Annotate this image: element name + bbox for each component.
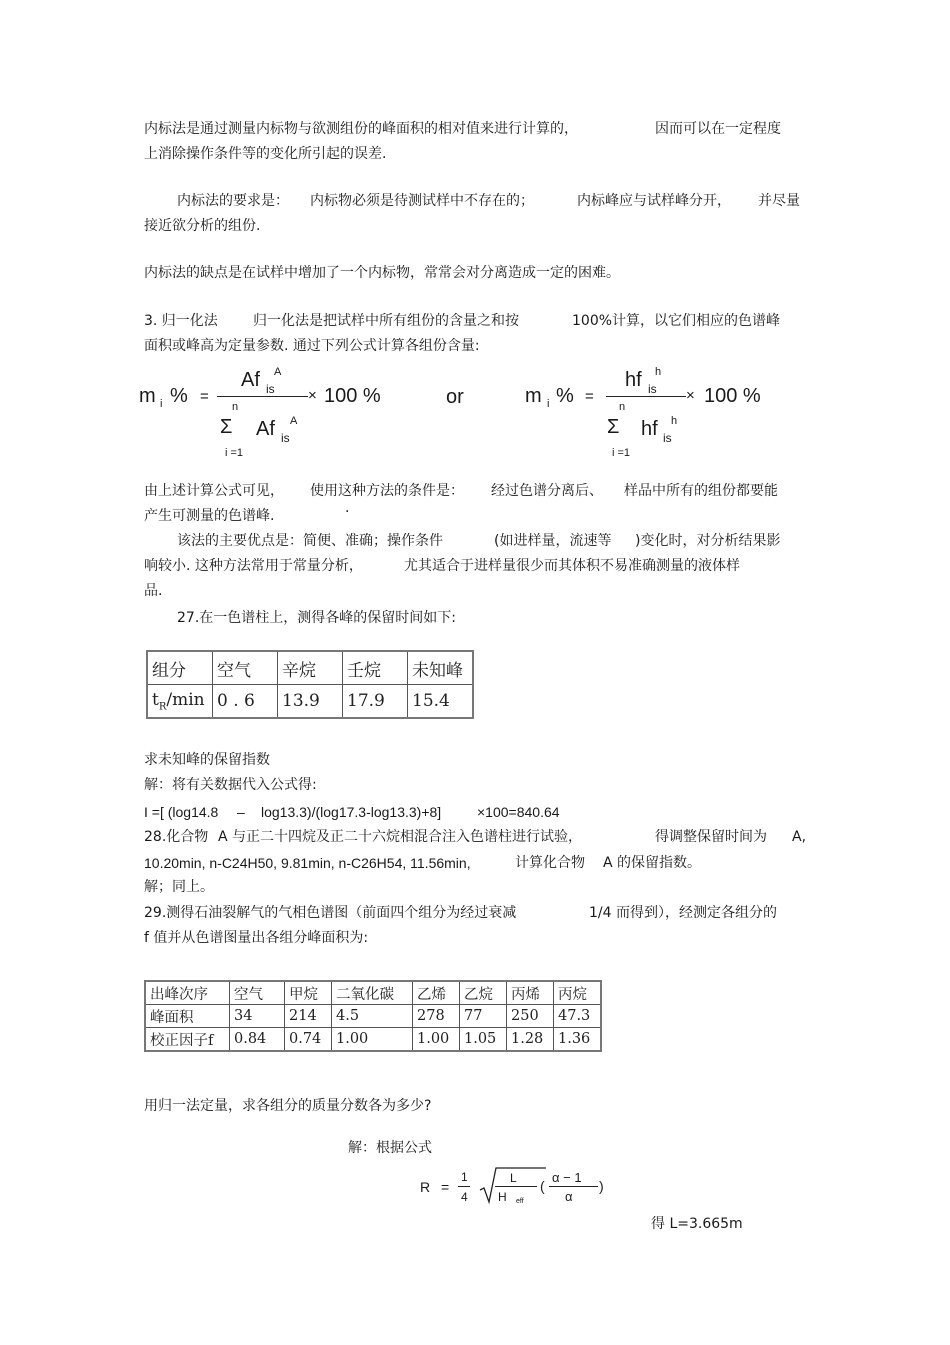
table-cell: 1.05 bbox=[460, 1028, 507, 1052]
f1-numerator: Af bbox=[241, 369, 260, 391]
f1-sum-index: i =1 bbox=[225, 447, 244, 459]
f1-num-sup: A bbox=[274, 366, 282, 378]
question-28-c: 得调整保留时间为 bbox=[655, 829, 767, 845]
f2-percent: % bbox=[556, 385, 574, 407]
solution-27-formula-c: log13.3)/(log17.3-log13.3)+8] bbox=[261, 804, 442, 820]
f2-den-sup: h bbox=[671, 415, 678, 427]
table-cell: 34 bbox=[230, 1005, 285, 1028]
f1-num-sub: is bbox=[266, 382, 275, 396]
f1-percent: % bbox=[170, 385, 188, 407]
rf-quarter-bar bbox=[458, 1186, 470, 1187]
rf-quarter-den: 4 bbox=[461, 1190, 468, 1204]
f1-times: × bbox=[308, 387, 317, 404]
conditions-a: 由上述计算公式可见， bbox=[144, 483, 284, 499]
table-row bbox=[147, 651, 473, 685]
f2-m: m bbox=[525, 385, 542, 407]
f2-sum-n: n bbox=[619, 401, 626, 413]
table-cell: 1.36 bbox=[554, 1028, 602, 1052]
final-result: 得 L=3.665m bbox=[651, 1216, 743, 1232]
advantages-line-3: 品. bbox=[144, 583, 163, 599]
table-cell: 4.5 bbox=[332, 1005, 413, 1028]
rf-alpha-bar bbox=[549, 1186, 598, 1187]
table-cell: 丙烷 bbox=[554, 981, 602, 1005]
normalization-text-a: 归一化法是把试样中所有组份的含量之和按 bbox=[253, 313, 519, 329]
table-cell: 47.3 bbox=[554, 1005, 602, 1028]
conditions-d: 样品中所有的组份都要能 bbox=[624, 483, 778, 499]
row-label-t: t bbox=[152, 689, 159, 710]
table-cell: 0.74 bbox=[285, 1028, 332, 1052]
f1-sigma: Σ bbox=[220, 416, 233, 438]
row-label-unit: /min bbox=[166, 689, 205, 710]
solution-28: 解；同上。 bbox=[144, 879, 214, 895]
solution-27-formula-a: I =[ (log14.8 bbox=[144, 804, 219, 820]
f2-sigma: Σ bbox=[607, 416, 620, 438]
f1-den-sup: A bbox=[290, 415, 298, 427]
conditions-b: 使用这种方法的条件是： bbox=[310, 483, 464, 499]
f1-m: m bbox=[139, 385, 156, 407]
requirement-line-2: 接近欲分析的组份. bbox=[144, 218, 261, 234]
rf-eff: eff bbox=[516, 1198, 524, 1205]
rf-alpha-den: α bbox=[565, 1189, 573, 1204]
drawback-paragraph: 内标法的缺点是在试样中增加了一个内标物，常常会对分离造成一定的困难。 bbox=[144, 265, 620, 281]
table-cell: 214 bbox=[285, 1005, 332, 1028]
rf-L: L bbox=[510, 1171, 517, 1185]
question-27-ask: 求未知峰的保留指数 bbox=[144, 752, 270, 768]
f2-hundred: 100 % bbox=[704, 385, 761, 407]
f2-times: × bbox=[686, 387, 695, 404]
requirement-c: 内标峰应与试样峰分开， bbox=[577, 193, 731, 209]
table-cell: 二氧化碳 bbox=[332, 981, 413, 1005]
table-cell: 77 bbox=[460, 1005, 507, 1028]
table-cell: 0 . 6 bbox=[213, 685, 278, 719]
f1-sum-n: n bbox=[232, 401, 239, 413]
rf-R: R bbox=[420, 1179, 431, 1195]
solution-27-intro: 解：将有关数据代入公式得: bbox=[144, 777, 317, 793]
question-28-d: A, bbox=[792, 829, 807, 845]
table-cell: 组分 bbox=[147, 651, 213, 685]
rf-alpha-num: α − 1 bbox=[552, 1170, 582, 1185]
f2-fraction-bar bbox=[606, 396, 686, 397]
table-cell: 空气 bbox=[213, 651, 278, 685]
f1-hundred: 100 % bbox=[324, 385, 381, 407]
normalization-text-b: 100%计算，以它们相应的色谱峰 bbox=[572, 313, 781, 329]
table-cell: 乙烷 bbox=[460, 981, 507, 1005]
table-cell: 丙烯 bbox=[507, 981, 554, 1005]
advantages-c: )变化时，对分析结果影 bbox=[635, 533, 781, 549]
table-cell: 278 bbox=[413, 1005, 460, 1028]
table-row bbox=[145, 981, 601, 1005]
normalization-line-2: 面积或峰高为定量参数. 通过下列公式计算各组份含量: bbox=[144, 338, 480, 354]
question-29-b: 1/4 而得到），经测定各组分的 bbox=[589, 905, 777, 921]
table-cell bbox=[147, 685, 213, 719]
final-solution-intro: 解：根据公式 bbox=[348, 1140, 432, 1156]
table-cell: 空气 bbox=[230, 981, 285, 1005]
intro-line-1: 内标法是通过测量内标物与欲测组份的峰面积的相对值来进行计算的， bbox=[144, 121, 578, 137]
advantages-b: (如进样量，流速等 bbox=[494, 533, 612, 549]
table-cell: 1.28 bbox=[507, 1028, 554, 1052]
table-cell: 辛烷 bbox=[278, 651, 343, 685]
final-question: 用归一法定量，求各组分的质量分数各为多少? bbox=[144, 1098, 432, 1114]
table-row bbox=[147, 685, 473, 719]
f2-i: i bbox=[547, 398, 550, 410]
table-cell: 0.84 bbox=[230, 1028, 285, 1052]
question-27: 27.在一色谱柱上，测得各峰的保留时间如下: bbox=[177, 610, 456, 626]
f1-equals: = bbox=[200, 388, 209, 405]
table-row bbox=[145, 1028, 601, 1052]
table-cell: 甲烷 bbox=[285, 981, 332, 1005]
rf-H: H bbox=[498, 1190, 507, 1204]
question-29-line-2: f 值并从色谱图量出各组分峰面积为: bbox=[144, 930, 369, 946]
table-row bbox=[145, 1005, 601, 1028]
advantages-line-2a: 响较小. 这种方法常用于常量分析， bbox=[144, 558, 363, 574]
intro-line-1b: 因而可以在一定程度 bbox=[655, 121, 781, 137]
f2-equals: = bbox=[585, 388, 594, 405]
f1-i: i bbox=[160, 398, 163, 410]
table-cell: 15.4 bbox=[408, 685, 474, 719]
table-cell: 1.00 bbox=[332, 1028, 413, 1052]
conditions-line-2: 产生可测量的色谱峰. bbox=[144, 508, 275, 524]
rf-lparen: ( bbox=[540, 1178, 545, 1194]
question-28-data: 10.20min, n-C24H50, 9.81min, n-C26H54, 11.56min, bbox=[144, 855, 471, 871]
table-cell: 250 bbox=[507, 1005, 554, 1028]
rf-LH-bar bbox=[495, 1186, 537, 1187]
rf-rparen: ) bbox=[599, 1178, 604, 1194]
f2-den-sub: is bbox=[663, 431, 672, 445]
rf-quarter-num: 1 bbox=[461, 1170, 468, 1184]
peak-area-table bbox=[144, 980, 602, 1052]
f2-num-sub: is bbox=[648, 382, 657, 396]
advantages-a: 该法的主要优点是：简便、准确；操作条件 bbox=[177, 533, 443, 549]
question-29-a: 29.测得石油裂解气的气相色谱图（前面四个组分为经过衰减 bbox=[144, 905, 517, 921]
table-cell: 1.00 bbox=[413, 1028, 460, 1052]
f2-sum-index: i =1 bbox=[612, 447, 631, 459]
advantages-line-2b: 尤其适合于进样量很少而其体积不易准确测量的液体样 bbox=[404, 558, 740, 574]
requirement-a: 内标法的要求是： bbox=[177, 193, 289, 209]
conditions-c: 经过色谱分离后、 bbox=[491, 483, 603, 499]
question-28-b: A 与正二十四烷及正二十六烷相混合注入色谱柱进行试验， bbox=[218, 829, 583, 845]
requirement-d: 并尽量 bbox=[758, 193, 800, 209]
normalization-heading: 3. 归一化法 bbox=[144, 313, 218, 329]
table-cell: 出峰次序 bbox=[145, 981, 230, 1005]
f1-fraction-bar bbox=[217, 396, 308, 397]
f1-denominator: Af bbox=[256, 418, 275, 440]
f2-numerator: hf bbox=[625, 369, 642, 391]
table-cell: 峰面积 bbox=[145, 1005, 230, 1028]
or-text: or bbox=[446, 386, 464, 408]
question-28-compute-b: A 的保留指数。 bbox=[603, 855, 702, 871]
f1-den-sub: is bbox=[281, 431, 290, 445]
table-cell: 乙烯 bbox=[413, 981, 460, 1005]
table-cell: 17.9 bbox=[343, 685, 408, 719]
intro-line-2: 上消除操作条件等的变化所引起的误差. bbox=[144, 146, 387, 162]
solution-27-formula-b: – bbox=[237, 804, 245, 820]
table-cell: 校正因子f bbox=[145, 1028, 230, 1052]
f2-num-sup: h bbox=[655, 366, 662, 378]
table-cell: 未知峰 bbox=[408, 651, 474, 685]
table-cell: 13.9 bbox=[278, 685, 343, 719]
f2-denominator: hf bbox=[641, 418, 658, 440]
solution-27-formula-d: ×100=840.64 bbox=[477, 804, 560, 820]
question-28-a: 28.化合物 bbox=[144, 829, 209, 845]
table-cell: 壬烷 bbox=[343, 651, 408, 685]
row-label-sub: R bbox=[158, 701, 167, 713]
requirement-b: 内标物必须是待测试样中不存在的； bbox=[310, 193, 534, 209]
rf-equals: = bbox=[441, 1179, 450, 1195]
question-28-compute: 计算化合物 bbox=[515, 855, 585, 871]
retention-time-table bbox=[146, 650, 474, 719]
stray-dot: · bbox=[345, 504, 350, 520]
